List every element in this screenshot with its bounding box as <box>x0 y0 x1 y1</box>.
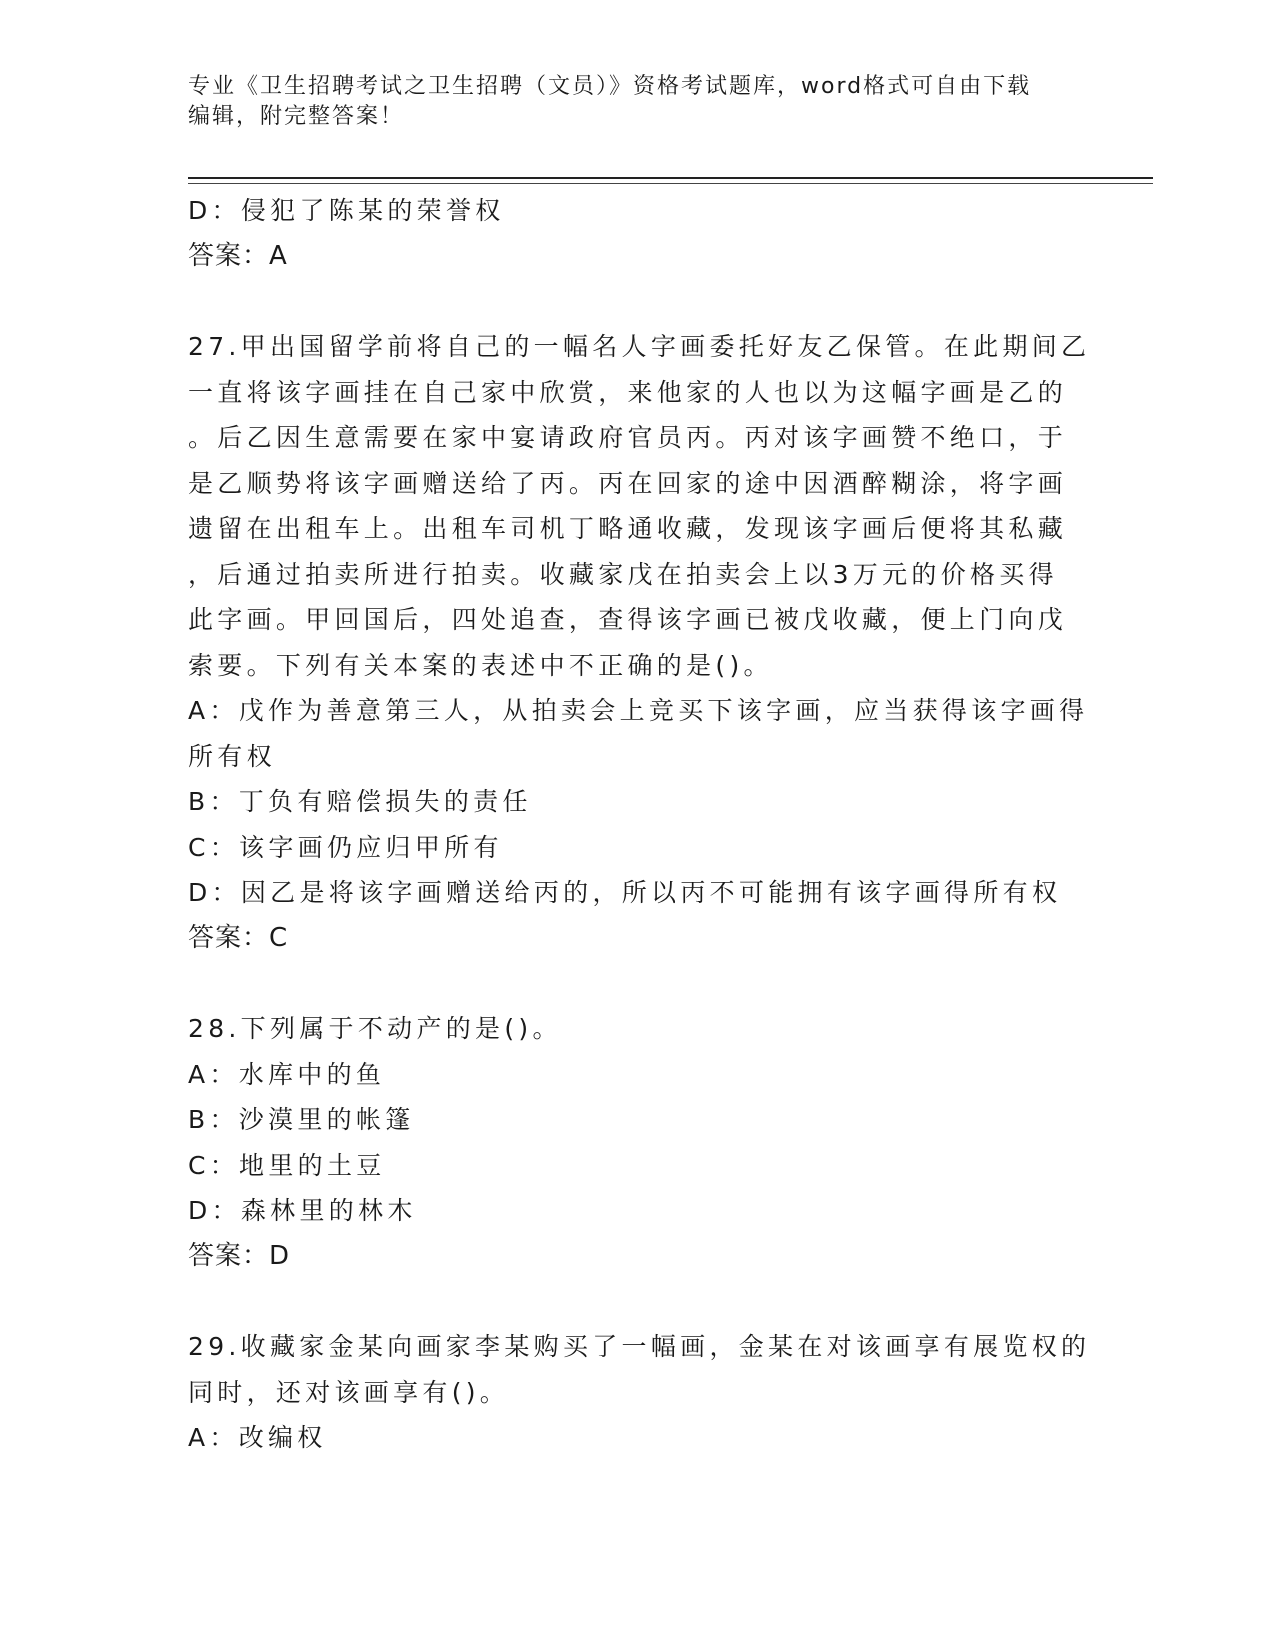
q28-option-d: D：森林里的林木 <box>188 1196 417 1225</box>
q27-option-a: A：戊作为善意第三人，从拍卖会上竞买下该字画，应当获得该字画得 <box>188 696 1089 725</box>
q28-option-a: A：水库中的鱼 <box>188 1059 386 1089</box>
question-27 <box>188 324 1091 961</box>
q27-stem-line: 是乙顺势将该字画赠送给了丙。丙在回家的途中因酒醉糊涂，将字画 <box>188 468 1068 498</box>
q27-option-d: D：因乙是将该字画赠送给丙的，所以丙不可能拥有该字画得所有权 <box>188 878 1062 907</box>
header-line-1: 专业《卫生招聘考试之卫生招聘（文员）》资格考试题库，word格式可自由下载 <box>188 74 1032 99</box>
q29-stem-line: 同时，还对该画享有()。 <box>188 1377 510 1407</box>
q28-stem: 28.下列属于不动产的是()。 <box>188 1014 562 1043</box>
question-26-tail <box>188 188 1088 279</box>
q27-answer: 答案：C <box>188 922 289 953</box>
q28-option-b: B：沙漠里的帐篷 <box>188 1105 415 1134</box>
q28-option-c: C：地里的土豆 <box>188 1150 386 1180</box>
q27-stem-line: ，后通过拍卖所进行拍卖。收藏家戊在拍卖会上以3万元的价格买得 <box>188 559 1058 589</box>
header-divider-thick <box>188 177 1153 179</box>
q27-stem-line: 。后乙因生意需要在家中宴请政府官员丙。丙对该字画赞不绝口，于 <box>188 423 1068 452</box>
q28-answer: 答案：D <box>188 1240 291 1271</box>
q27-stem-line: 索要。下列有关本案的表述中不正确的是()。 <box>188 650 773 680</box>
spacer <box>188 961 1088 1006</box>
header-divider-thin <box>188 183 1153 184</box>
q27-option-b: B：丁负有赔偿损失的责任 <box>188 787 532 816</box>
q26-answer: 答案：A <box>188 240 288 271</box>
spacer <box>188 279 1088 324</box>
q26-option-d: D：侵犯了陈某的荣誉权 <box>188 196 505 225</box>
document-header <box>188 72 1088 132</box>
question-content <box>188 188 1091 1461</box>
question-29 <box>188 1324 1091 1461</box>
header-line-2: 编辑，附完整答案！ <box>188 104 405 129</box>
spacer <box>188 1279 1088 1324</box>
q29-option-a: A：改编权 <box>188 1423 327 1452</box>
q29-stem-line: 29.收藏家金某向画家李某购买了一幅画，金某在对该画享有展览权的 <box>188 1332 1091 1361</box>
q27-option-a-cont: 所有权 <box>188 741 276 771</box>
q27-option-c: C：该字画仍应归甲所有 <box>188 832 503 862</box>
q27-stem-line: 此字画。甲回国后，四处追查，查得该字画已被戊收藏，便上门向戊 <box>188 605 1068 634</box>
q27-stem-line: 一直将该字画挂在自己家中欣赏，来他家的人也以为这幅字画是乙的 <box>188 377 1068 407</box>
question-28 <box>188 1006 1088 1279</box>
q27-stem-line: 27.甲出国留学前将自己的一幅名人字画委托好友乙保管。在此期间乙 <box>188 332 1091 361</box>
q27-stem-line: 遗留在出租车上。出租车司机丁略通收藏，发现该字画后便将其私藏 <box>188 514 1068 543</box>
